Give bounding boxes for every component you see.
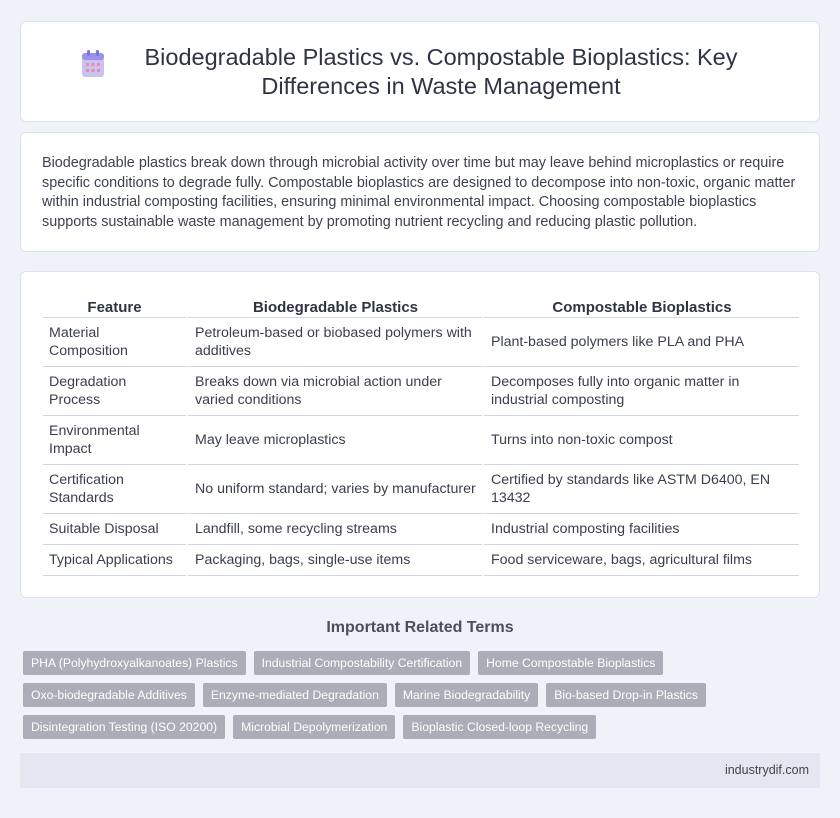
header-card bbox=[20, 21, 820, 122]
tag-link[interactable]: Home Compostable Bioplastics bbox=[478, 651, 663, 675]
footer bbox=[20, 753, 820, 788]
related-terms-tags bbox=[23, 651, 813, 739]
comparison-table bbox=[43, 292, 799, 576]
tag-link[interactable]: Microbial Depolymerization bbox=[233, 715, 395, 739]
table-header-row bbox=[43, 292, 799, 318]
related-terms-title: Important Related Terms bbox=[326, 619, 514, 636]
tag-link[interactable]: Bio-based Drop-in Plastics bbox=[546, 683, 706, 707]
feature-cell: Typical Applications bbox=[43, 545, 186, 576]
feature-cell: Suitable Disposal bbox=[43, 514, 186, 545]
table-row bbox=[43, 318, 799, 367]
intro-card bbox=[20, 132, 820, 252]
feature-cell: Material Composition bbox=[43, 318, 186, 367]
tag-link[interactable]: Marine Biodegradability bbox=[395, 683, 538, 707]
biodegradable-cell: Breaks down via microbial action under varied conditions bbox=[186, 367, 482, 416]
tag-link[interactable]: PHA (Polyhydroxyalkanoates) Plastics bbox=[23, 651, 246, 675]
biodegradable-cell: Petroleum-based or biobased polymers with additives bbox=[186, 318, 482, 367]
biodegradable-cell: Landfill, some recycling streams bbox=[186, 514, 482, 545]
compostable-cell: Industrial composting facilities bbox=[482, 514, 799, 545]
header-compostable: Compostable Bioplastics bbox=[482, 292, 799, 318]
biodegradable-cell: No uniform standard; varies by manufacturer bbox=[186, 465, 482, 514]
table-row bbox=[43, 416, 799, 465]
footer-site-link[interactable]: industrydif.com bbox=[724, 763, 809, 777]
comparison-card bbox=[20, 271, 820, 598]
document-icon bbox=[79, 49, 107, 79]
header-feature: Feature bbox=[43, 292, 186, 318]
biodegradable-cell: Packaging, bags, single-use items bbox=[186, 545, 482, 576]
tag-link[interactable]: Disintegration Testing (ISO 20200) bbox=[23, 715, 225, 739]
table-row bbox=[43, 465, 799, 514]
table-row bbox=[43, 514, 799, 545]
header-biodegradable: Biodegradable Plastics bbox=[186, 292, 482, 318]
table-row bbox=[43, 545, 799, 576]
table-row bbox=[43, 367, 799, 416]
feature-cell: Degradation Process bbox=[43, 367, 186, 416]
compostable-cell: Food serviceware, bags, agricultural films bbox=[482, 545, 799, 576]
tag-link[interactable]: Enzyme-mediated Degradation bbox=[203, 683, 387, 707]
compostable-cell: Turns into non-toxic compost bbox=[482, 416, 799, 465]
feature-cell: Environmental Impact bbox=[43, 416, 186, 465]
compostable-cell: Plant-based polymers like PLA and PHA bbox=[482, 318, 799, 367]
biodegradable-cell: May leave microplastics bbox=[186, 416, 482, 465]
page-title: Biodegradable Plastics vs. Compostable Bioplastics: Key Differences in Waste Management bbox=[144, 43, 738, 99]
tag-link[interactable]: Industrial Compostability Certification bbox=[254, 651, 471, 675]
feature-cell: Certification Standards bbox=[43, 465, 186, 514]
tag-link[interactable]: Bioplastic Closed-loop Recycling bbox=[403, 715, 596, 739]
compostable-cell: Certified by standards like ASTM D6400, EN 13432 bbox=[482, 465, 799, 514]
compostable-cell: Decomposes fully into organic matter in industrial composting bbox=[482, 367, 799, 416]
tag-link[interactable]: Oxo-biodegradable Additives bbox=[23, 683, 195, 707]
intro-text: Biodegradable plastics break down through microbial activity over time but may leave behind microplastics or require specific conditions to degrade fully. Compostable bioplastics are designed to decompose into non-toxic, organic matter within industrial composting facilities, ensuring minimal environmental impact. Choosing compostable bioplastics supports sustainable waste management by promoting nutrient recycling and reducing plastic pollution. bbox=[42, 155, 796, 230]
